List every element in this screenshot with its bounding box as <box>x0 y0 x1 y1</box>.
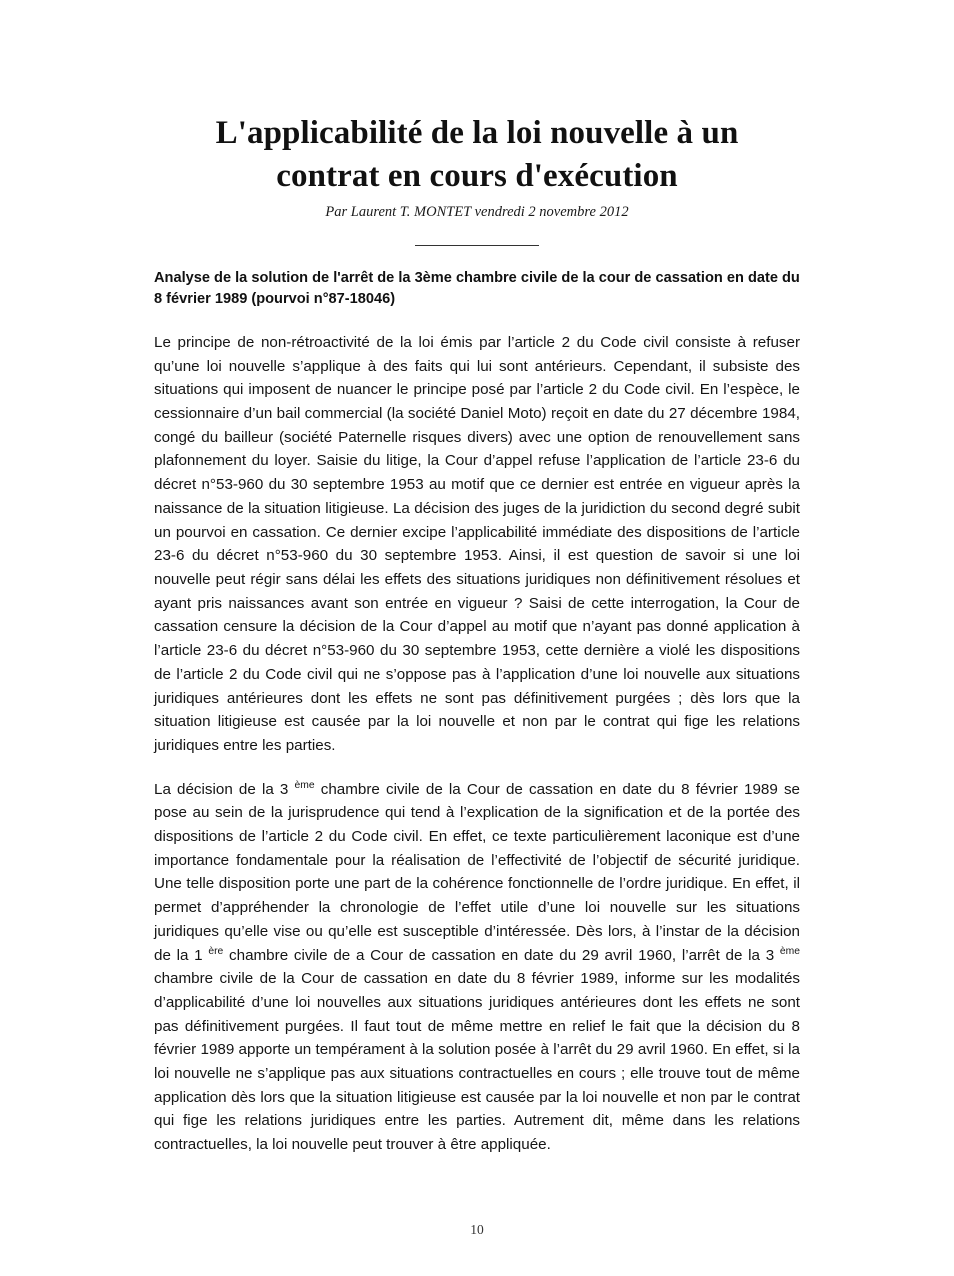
paragraph-2-part-b: chambre civile de la Cour de cassation en date du 8 février 1989 se pose au sein de la jurisprudence qui tend à l’explication de la signification et de la portée des dispositions de l’article 2 du Code civil. En effet, ce texte particulièrement laconique est d’une importance fondamentale pour la réalisation de l’effectivité de l’objectif de sécurité juridique. Une telle disposition porte une part de la cohérence fonctionnelle de l’ordre juridique. En effet, il permet d’appréhender la chronologie de l’effet utile d’une loi nouvelle sur les situations juridiques qu’elle vise ou qu’elle est susceptible d’intéressée. Dès lors, à l’instar de la décision de la 1 <box>154 780 801 964</box>
section-subtitle: Analyse de la solution de l'arrêt de la 3ème chambre civile de la cour de cassation en date du 8 février 1989 (pourvoi n°87-18046) <box>154 269 800 308</box>
ordinal-suffix-1: ème <box>294 779 315 791</box>
page-title-line-1: L'applicabilité de la loi nouvelle à un <box>215 115 739 151</box>
ordinal-suffix-3: ème <box>779 945 800 957</box>
page-title <box>0 0 954 198</box>
page-number: 10 <box>470 1222 484 1237</box>
paragraph-2-part-d: chambre civile de la Cour de cassation en date du 8 février 1989, informe sur les modalités d’applicabilité d’une loi nouvelles aux situations juridiques antérieures dont les effets ne sont pas définitivement purgées. Il faut tout de même mettre en relief le fait que la décision du 8 février 1989 apporte un tempérament à la solution posée à l’arrêt du 29 avril 1960. En effet, si la loi nouvelle ne s’applique pas aux situations contractuelles en cours ; elle trouve tout de même application dès lors que la situation litigieuse est causée par la loi nouvelle et non par le contrat qui fige les relations juridiques entre les parties. Autrement dit, même dans les relations contractuelles, la loi nouvelle peut trouver à être appliquée. <box>154 970 800 1154</box>
document-content <box>154 246 800 1157</box>
page-title-line-2: contrat en cours d'exécution <box>276 157 678 194</box>
paragraph-2-part-a: La décision de la 3 <box>154 780 295 798</box>
body-paragraph-1: Le principe de non-rétroactivité de la loi émis par l’article 2 du Code civil consiste à refuser qu’une loi nouvelle s’applique à des faits qui lui sont antérieurs. Cependant, il subsiste des situations qui imposent de nuancer le principe posé par l’article 2 du Code civil. En l’espèce, le cessionnaire d’un bail commercial (la société Daniel Moto) reçoit en date du 27 décembre 1984, congé du bailleur (société Paternelle risques divers) avec une option de renouvellement sans plafonnement du loyer. Saisie du litige, la Cour d’appel refuse l’application de l’article 23-6 du décret n°53-960 du 30 septembre 1953 au motif que ce dernier est entrée en vigueur après la naissance de la situation litigieuse. La décision des juges de la juridiction du second degré subit un pourvoi en cassation. Ce dernier excipe l’applicabilité immédiate des dispositions de l’article 23-6 du décret n°53-960 du 30 septembre 1953. Ainsi, il est question de savoir si une loi nouvelle peut régir sans délai les effets des situations juridiques non définitivement résolues et ayant pris naissances avant son entrée en vigueur ? Saisi de cette interrogation, la Cour de cassation censure la décision de la Cour d’appel au motif que n’ayant pas donné application à l’article 23-6 du décret n°53-960 du 30 septembre 1953, cette dernière a violé les dispositions de l’article 2 du Code civil qui ne s’oppose pas à l’application d’une loi nouvelle aux situations juridiques antérieures dont les effets ne sont pas définitivement purgées ; dès lors que la situation litigieuse est causée par la loi nouvelle et non par le contrat qui fige les relations juridiques entre les parties. <box>154 333 800 754</box>
paragraph-2-part-c: chambre civile de a Cour de cassation en date du 29 avril 1960, l’arrêt de la 3 <box>223 946 780 964</box>
body-paragraph-2 <box>154 778 800 1157</box>
byline: Par Laurent T. MONTET vendredi 2 novembre 2012 <box>325 203 629 220</box>
ordinal-suffix-2: ère <box>208 945 224 957</box>
